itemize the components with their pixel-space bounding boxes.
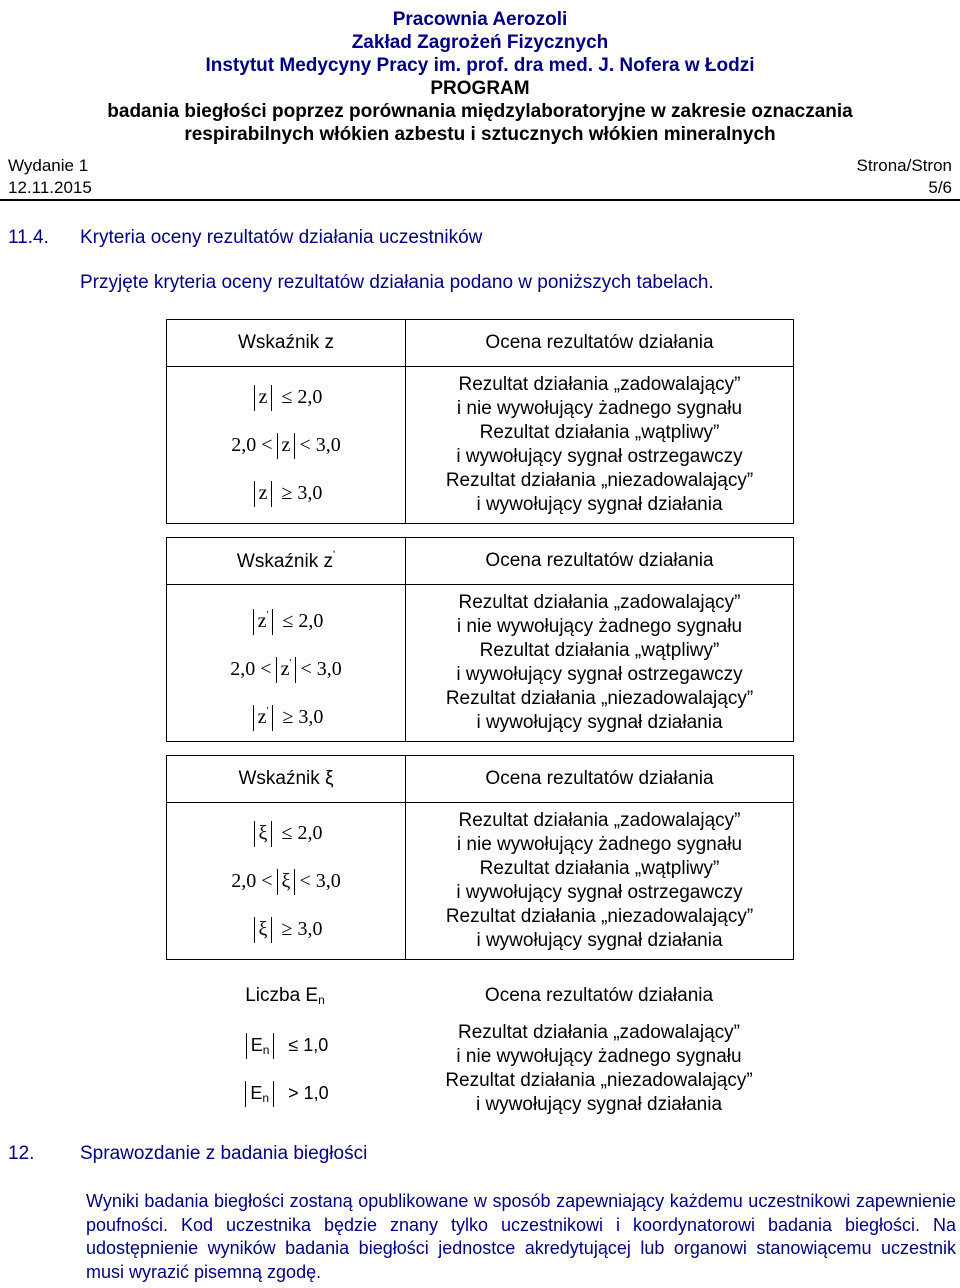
intro-text: Przyjęte kryteria oceny rezultatów działania podano w poniższych tabelach. — [80, 272, 714, 293]
conditions-cell — [167, 585, 406, 742]
edition: Wydanie 1 — [8, 156, 89, 175]
edition-date: 12.11.2015 — [8, 178, 92, 197]
condition-3: z ≥ 3,0 — [167, 469, 405, 517]
results-cell — [406, 367, 794, 524]
result-3-line-2: i wywołujący sygnał działania — [476, 712, 723, 733]
institute-name: Instytut Medycyny Pracy im. prof. dra med. J. Nofera w Łodzi — [205, 55, 755, 76]
result-2-line-1: Rezultat działania „wątpliwy” — [479, 422, 720, 443]
table-header-right: Ocena rezultatów działania — [406, 538, 794, 585]
condition-2: 2,0 < z' < 3,0 — [167, 639, 405, 687]
condition-1: $E_n \le 1,0$ — [166, 1021, 404, 1069]
result-1-line-2: i nie wywołujący żadnego sygnału — [456, 834, 743, 855]
program-subtitle-1: badania biegłości poprzez porównania międzylaboratoryjne w zakresie oznaczania — [107, 101, 853, 122]
program-subtitle-2: respirabilnych włókien azbestu i sztucznych włókien mineralnych — [184, 124, 776, 145]
header-block — [0, 8, 960, 146]
condition-2: 2,0 < z < 3,0 — [167, 421, 405, 469]
conditions-cell — [167, 803, 406, 960]
criteria-table-en — [166, 973, 794, 1119]
result-2-line-1: Rezultat działania „wątpliwy” — [479, 640, 720, 661]
section-heading-12 — [8, 1142, 367, 1166]
result-1-line-1: Rezultat działania „zadowalający” — [458, 592, 741, 613]
edition-info — [8, 155, 92, 199]
section-heading-11-4 — [8, 226, 482, 250]
section-title: Kryteria oceny rezultatów działania uczestników — [80, 227, 483, 248]
condition-1: ξ ≤ 2,0 — [167, 809, 405, 857]
results-cell — [404, 1019, 794, 1119]
criteria-table-z-prime — [166, 537, 794, 742]
result-2-line-1: Rezultat działania „niezadowalający” — [445, 1070, 753, 1091]
table-header-left: Wskaźnik z — [167, 320, 406, 367]
criteria-table-z — [166, 319, 794, 524]
criteria-table-xi — [166, 755, 794, 960]
table-header-right: Ocena rezultatów działania — [484, 985, 714, 1006]
condition-3: ξ ≥ 3,0 — [167, 905, 405, 953]
table-header-right: Ocena rezultatów działania — [406, 756, 794, 803]
page-info — [857, 155, 952, 199]
table-header-left: Liczba $E_n$ — [245, 985, 325, 1007]
lab-name: Pracownia Aerozoli — [392, 9, 568, 30]
result-3-line-2: i wywołujący sygnał działania — [476, 494, 723, 515]
result-3-line-1: Rezultat działania „niezadowalający” — [445, 688, 754, 709]
table-header-right: Ocena rezultatów działania — [406, 320, 794, 367]
header-divider — [0, 199, 960, 201]
condition-2: $E_n > 1,0$ — [166, 1069, 404, 1117]
condition-2: 2,0 < ξ < 3,0 — [167, 857, 405, 905]
result-2-line-2: i wywołujący sygnał ostrzegawczy — [456, 882, 743, 903]
result-1-line-2: i nie wywołujący żadnego sygnału — [456, 616, 743, 637]
conditions-cell — [166, 1019, 404, 1119]
page-label: Strona/Stron — [856, 156, 952, 175]
section-title: Sprawozdanie z badania biegłości — [80, 1143, 368, 1164]
result-2-line-2: i wywołujący sygnał ostrzegawczy — [456, 446, 743, 467]
condition-3: z' ≥ 3,0 — [167, 687, 405, 735]
result-3-line-1: Rezultat działania „niezadowalający” — [445, 470, 754, 491]
result-1-line-1: Rezultat działania „zadowalający” — [458, 374, 741, 395]
table-header-left: Wskaźnik ξ — [167, 756, 406, 803]
result-2-line-1: Rezultat działania „wątpliwy” — [479, 858, 720, 879]
program-title: PROGRAM — [430, 78, 530, 99]
section-number: 11.4. — [8, 227, 49, 248]
results-cell — [406, 585, 794, 742]
result-1-line-1: Rezultat działania „zadowalający” — [458, 1022, 740, 1043]
result-2-line-2: i wywołujący sygnał ostrzegawczy — [456, 664, 743, 685]
result-1-line-2: i nie wywołujący żadnego sygnału — [456, 398, 743, 419]
result-1-line-1: Rezultat działania „zadowalający” — [458, 810, 741, 831]
section-number: 12. — [8, 1143, 35, 1164]
conditions-cell — [167, 367, 406, 524]
section-12-body: Wyniki badania biegłości zostaną opublikowane w sposób zapewniający każdemu uczestnikowi zapewnienie poufności. Kod uczestnika będzie znany tylko uczestnikowi i koordynatorowi badania biegłości. Na udostępnienie wyników badania biegłości jednostce akredytującej lub organowi stanowiącemu uczestnik musi wyrazić pisemną zgodę. — [86, 1191, 956, 1282]
results-cell — [406, 803, 794, 960]
result-3-line-2: i wywołujący sygnał działania — [476, 930, 723, 951]
table-header-left: Wskaźnik z' — [167, 538, 406, 585]
result-2-line-2: i wywołujący sygnał działania — [475, 1094, 723, 1115]
condition-1: z ≤ 2,0 — [167, 373, 405, 421]
page-number: 5/6 — [928, 178, 952, 197]
condition-1: z' ≤ 2,0 — [167, 591, 405, 639]
result-1-line-2: i nie wywołujący żadnego sygnału — [456, 1046, 742, 1067]
department-name: Zakład Zagrożeń Fizycznych — [351, 32, 609, 53]
result-3-line-1: Rezultat działania „niezadowalający” — [445, 906, 754, 927]
